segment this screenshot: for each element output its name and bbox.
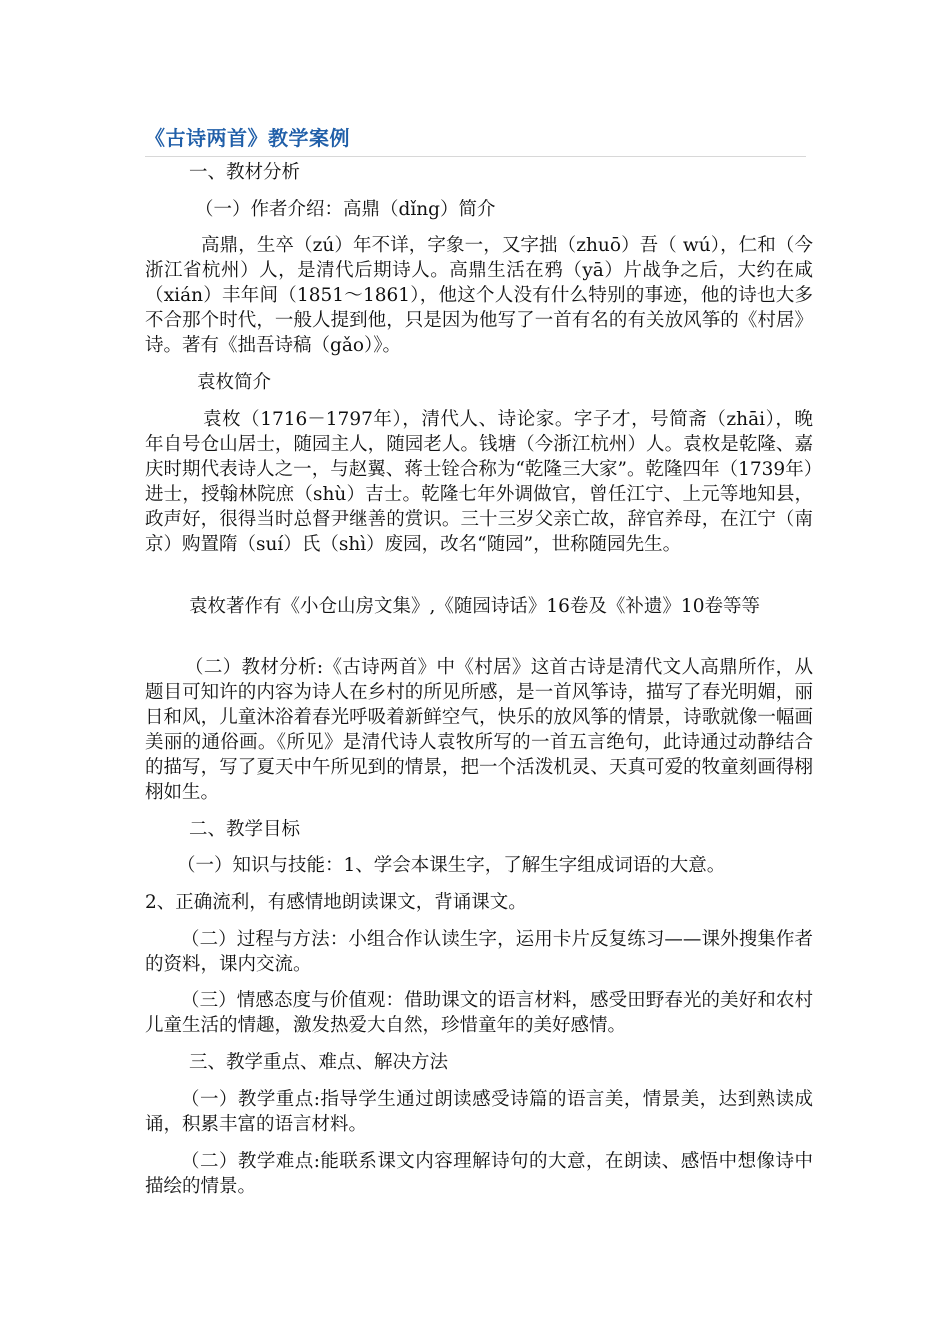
paragraph-gaoding-bio: 高鼎，生卒（zú）年不详，字象一，又字拙（zhuō）吾（ wú），仁和（今浙江省杭州）人，是清代后期诗人。高鼎生活在鸦（yā）片战争之后，大约在咸（xián）丰年间（1851～1861），他这个人没有什么特别的事迹，他的诗也大多不合那个时代，一般人提到他，只是因为他写了一首有名的有关放风筝的《村居》诗。著有《拙吾诗稿（gǎo）》。 (145, 235, 813, 356)
title-divider (145, 156, 806, 157)
document-title: 《古诗两首》教学案例 (145, 126, 350, 150)
subheading-author-intro: （一）作者介绍：高鼎（dǐng）简介 (195, 199, 496, 220)
subheading-yuanmei-intro: 袁枚简介 (197, 372, 272, 393)
key-point-teaching-focus: （一）教学重点:指导学生通过朗读感受诗篇的语言美，情景美，达到熟读成诵，积累丰富的语言材料。 (145, 1089, 813, 1135)
section-heading-teaching-goals: 二、教学目标 (189, 819, 301, 840)
goal-process-methods: （二）过程与方法：小组合作认读生字，运用卡片反复练习——课外搜集作者的资料，课内交流。 (145, 929, 813, 975)
key-point-teaching-difficulty: （二）教学难点:能联系课文内容理解诗句的大意，在朗读、感悟中想像诗中描绘的情景。 (145, 1151, 813, 1197)
paragraph-yuanmei-works: 袁枚著作有《小仓山房文集》,《随园诗话》16卷及《补遗》10卷等等 (189, 596, 760, 617)
goal-emotion-values: （三）情感态度与价值观：借助课文的语言材料，感受田野春光的美好和农村儿童生活的情趣，激发热爱大自然，珍惜童年的美好感情。 (145, 990, 813, 1036)
paragraph-textbook-analysis: （二）教材分析:《古诗两首》中《村居》这首古诗是清代文人高鼎所作，从题目可知许的内容为诗人在乡村的所见所感，是一首风筝诗，描写了春光明媚，丽日和风，儿童沐浴着春光呼吸着新鲜空气，快乐的放风筝的情景，诗歌就像一幅画美丽的通俗画。《所见》是清代诗人袁牧所写的一首五言绝句，此诗通过动静结合的描写，写了夏天中午所见到的情景，把一个活泼机灵、天真可爱的牧童刻画得栩栩如生。 (145, 657, 813, 803)
goal-knowledge-skills: （一）知识与技能：1、学会本课生字，了解生字组成词语的大意。 (177, 855, 726, 876)
section-heading-textbook-analysis: 一、教材分析 (189, 162, 301, 183)
section-heading-key-points: 三、教学重点、难点、解决方法 (189, 1052, 449, 1073)
goal-reading-aloud: 2、正确流利，有感情地朗读课文，背诵课文。 (145, 892, 527, 913)
paragraph-yuanmei-bio: 袁枚（1716－1797年），清代人、诗论家。字子才，号简斋（zhāi），晚年自号仓山居士，随园主人，随园老人。钱塘（今浙江杭州）人。袁枚是乾隆、嘉庆时期代表诗人之一，与赵翼、蒋士铨合称为“乾隆三大家”。乾隆四年（1739年）进士，授翰林院庶（shù）吉士。乾隆七年外调做官，曾任江宁、上元等地知县，政声好，很得当时总督尹继善的赏识。三十三岁父亲亡故，辞官养母，在江宁（南京）购置隋（suí）氏（shì）废园，改名“随园”，世称随园先生。 (145, 409, 813, 555)
